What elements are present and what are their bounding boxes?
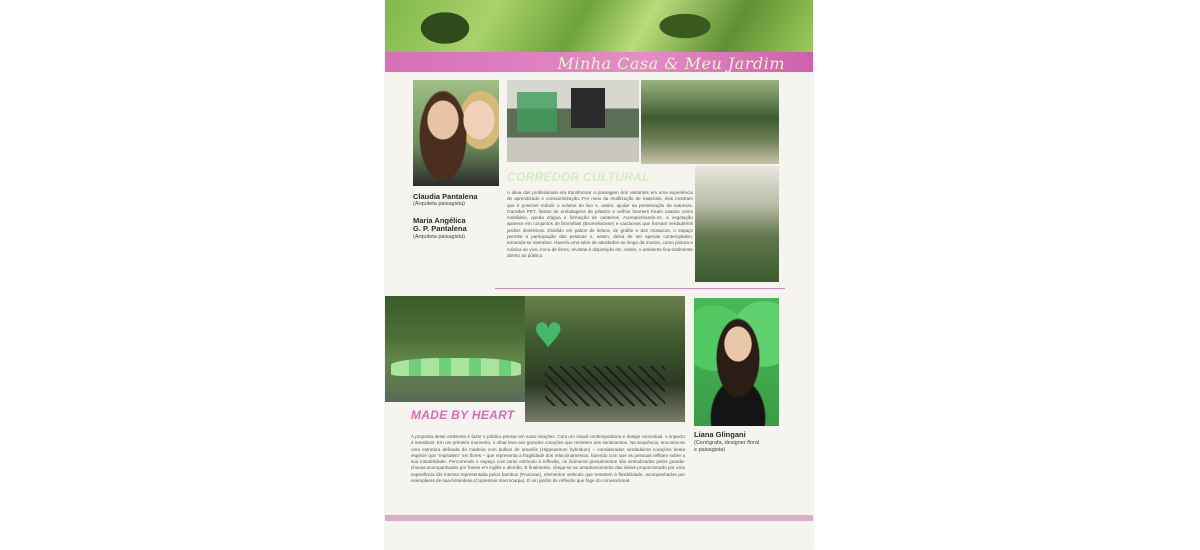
page-title: Minha Casa & Meu Jardim [557,54,785,73]
umbrellas-photo [385,296,525,402]
corredor-body: A ideia dos profissionais era transformar a passagem dos visitantes em uma experiência de aprendizado e conscientização. Por meio da reutilização de materiais, elas mostram que é possível reduzir o volume do lixo e, assim, ajudar na preservação da natureza. Garrafas PET, fardos de embalagens de plástico e velhos banners foram usados como mobiliário, queda d'água e formação de canteiros. Acompanhando-os, a vegetação aparece em conjuntos de bromélias (Bromeliaceae) e cactáceas que formam verdadeiros jardins desérticos. Dividido em pátios de leitura, de grafite e dos mosaicos, o espaço permite a participação das pessoas e, assim, deixa de ser apenas contemplativo, tornando-se interativo. Haverá uma série de atividades ao longo da mostra, como pintura e música ao vivo, troca de livros, revistas à disposição etc. Assim, o ambiente fica totalmente aberto ao público. [507,190,693,258]
corredor-photo-2 [641,80,779,164]
person-name: Liana Glingani [694,430,746,439]
person-name: Claudia Pantalena [413,192,478,201]
person-role: (Arquiteta paisagista) [413,201,465,207]
person-role: (Arquiteta paisagista) [413,234,465,240]
bromeliad-header-photo [385,0,813,52]
section-title-made: MADE BY HEART [411,408,515,422]
person-role: (Cenógrafa, designer floral e paisagista) [694,440,760,453]
made-body: A proposta deste ambiente é fazer o público pensar em suas relações. Com um visual contemporâneo e design conceitual, o impacto é inevitável. Em um primeiro momento, o olhar leva aos grandes corações que remetem aos sentimentos. Na sequência, encontra-se uma estrutura delicada de madeira com bulbos de amarílis (Hippeastrum hybridum) – considerados verdadeiros corações desta espécie que "explodem" em flores – que representa a fragilidade dos relacionamentos, fazendo com que as pessoas reflitam sobre a sua instabilidade. Percorrendo o espaço com tanto estímulo à reflexão, os inúmeros pensamentos são simbolizados pelos guarda-chuvas acompanhados por frases em inglês e alemão. E finalmente, chega-se ao amadurecimento das ideias proporcionado por uma experiência tão intensa representada pelos bambus (Poaceae), elementos verticais que remetem à flexibilidade, acompanhados por exemplares de tuia-holandesa (Cupressus macrocarpa). É um jardim de reflexão que foge do convencional. [411,434,685,484]
magazine-page [385,0,813,550]
person-name: Maria Angélica G. P. Pantalena [413,216,467,233]
divider [495,288,785,289]
corredor-photo-3 [695,166,779,282]
heart-structure-photo [525,296,685,422]
corredor-photo-1 [507,80,639,162]
footer-band [385,515,813,521]
claudia-maria-portrait [413,80,499,186]
section-title-corredor: CORREDOR CULTURAL [507,170,650,184]
liana-portrait [694,298,779,426]
